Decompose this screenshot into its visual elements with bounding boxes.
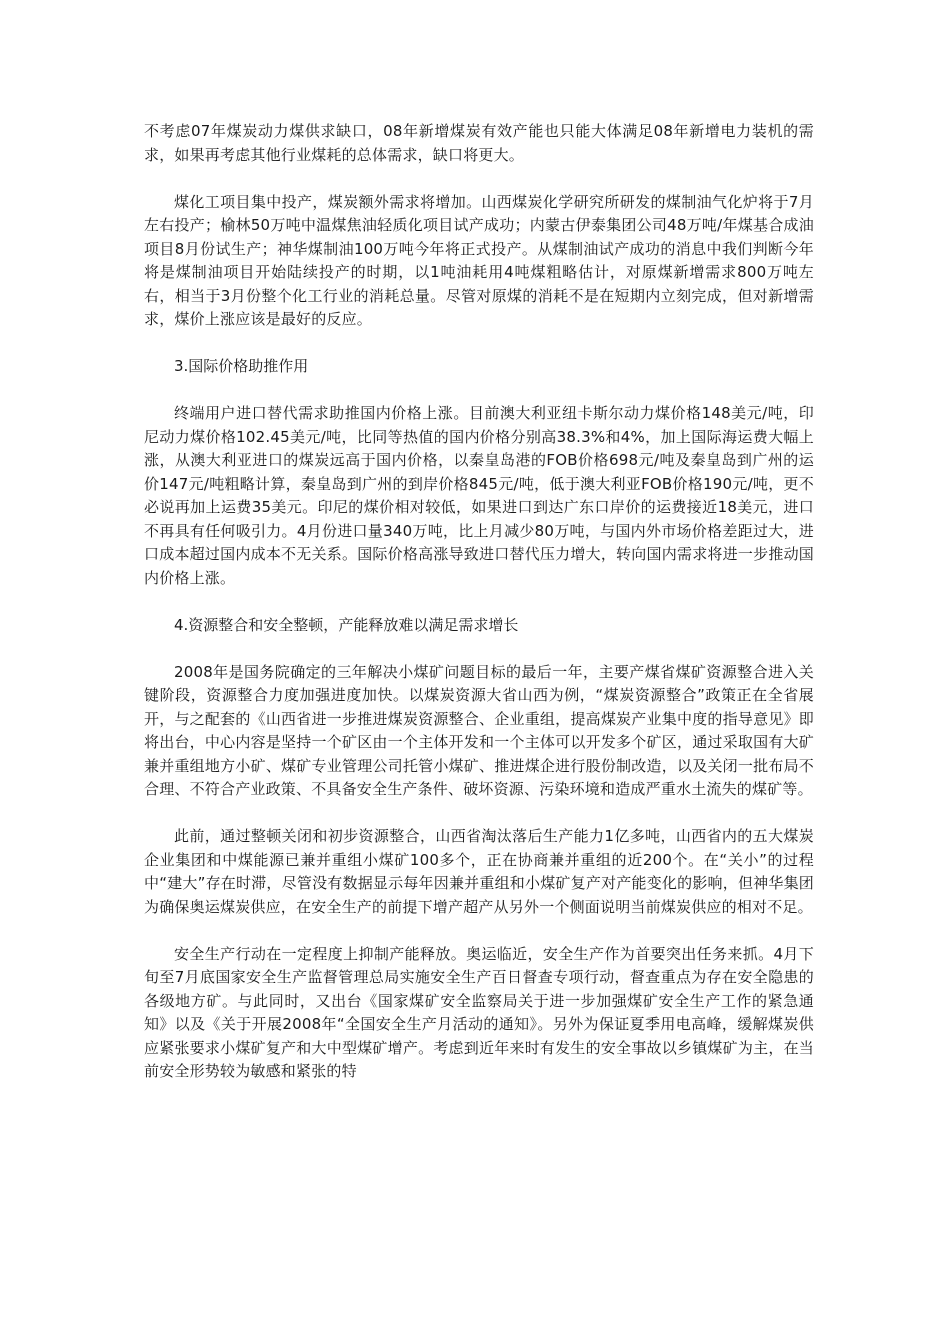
- paragraph-shanxi-consolidation: 此前，通过整顿关闭和初步资源整合，山西省淘汰落后生产能力1亿多吨，山西省内的五大煤炭企业集团和中煤能源已兼并重组小煤矿100多个，正在协商兼并重组的近200个。在“关小”的过程中“建大”存在时滞，尽管没有数据显示每年因兼并重组和小煤矿复产对产能变化的影响，但神华集团为确保奥运煤炭供应，在安全生产的前提下增产超产从另外一个侧面说明当前煤炭供应的相对不足。: [144, 827, 814, 916]
- paragraph-resource-integration: 2008年是国务院确定的三年解决小煤矿问题目标的最后一年，主要产煤省煤矿资源整合进入关键阶段，资源整合力度加强进度加快。以煤炭资源大省山西为例，“煤炭资源整合”政策正在全省展开，与之配套的《山西省进一步推进煤炭资源整合、企业重组，提高煤炭产业集中度的指导意见》即将出台，中心内容是坚持一个矿区由一个主体开发和一个主体可以开发多个矿区，通过采取国有大矿兼并重组地方小矿、煤矿专业管理公司托管小煤矿、推进煤企进行股份制改造，以及关闭一批布局不合理、不符合产业政策、不具备安全生产条件、破坏资源、污染环境和造成严重水土流失的煤矿等。: [144, 662, 814, 798]
- paragraph-coal-gap: 不考虑07年煤炭动力煤供求缺口，08年新增煤炭有效产能也只能大体满足08年新增电力装机的需求，如果再考虑其他行业煤耗的总体需求，缺口将更大。: [144, 122, 814, 164]
- paragraph-safety-campaign: 安全生产行动在一定程度上抑制产能释放。奥运临近，安全生产作为首要突出任务来抓。4月下旬至7月底国家安全生产监督管理总局实施安全生产百日督查专项行动，督查重点为存在安全隐患的各级地方矿。与此同时，又出台《国家煤矿安全监察局关于进一步加强煤矿安全生产工作的紧急通知》以及《关于开展2008年“全国安全生产月活动的通知》。另外为保证夏季用电高峰，缓解煤炭供应紧张要求小煤矿复产和大中型煤矿增产。考虑到近年来时有发生的安全事故以乡镇煤矿为主，在当前安全形势较为敏感和紧张的特: [144, 944, 814, 1080]
- section-heading-4: 4.资源整合和安全整顿，产能释放难以满足需求增长: [174, 615, 519, 634]
- paragraph-coal-chemical: 煤化工项目集中投产，煤炭额外需求将增加。山西煤炭化学研究所研发的煤制油气化炉将于7月左右投产；榆林50万吨中温煤焦油轻质化项目试产成功；内蒙古伊泰集团公司48万吨/年煤基合成油项目8月份试生产；神华煤制油100万吨今年将正式投产。从煤制油试产成功的消息中我们判断今年将是煤制油项目开始陆续投产的时期，以1吨油耗用4吨煤粗略估计，对原煤新增需求800万吨左右，相当于3月份整个化工行业的消耗总量。尽管对原煤的消耗不是在短期内立刻完成，但对新增需求，煤价上涨应该是最好的反应。: [144, 192, 814, 328]
- section-heading-3: 3.国际价格助推作用: [174, 357, 309, 375]
- document-body: [144, 120, 814, 1107]
- paragraph-import-price: 终端用户进口替代需求助推国内价格上涨。目前澳大利亚纽卡斯尔动力煤价格148美元/吨，印尼动力煤价格102.45美元/吨，比同等热值的国内价格分别高38.3%和4%，加上国际海运费大幅上涨，从澳大利亚进口的煤炭远高于国内价格，以秦皇岛港的FOB价格698元/吨及秦皇岛到广州的运价147元/吨粗略计算，秦皇岛到广州的到岸价格845元/吨，低于澳大利亚FOB价格190元/吨，更不必说再加上运费35美元。印尼的煤价相对较低，如果进口到达广东口岸价的运费接近18美元，进口不再具有任何吸引力。4月份进口量340万吨，比上月减少80万吨，与国内外市场价格差距过大，进口成本超过国内成本不无关系。国际价格高涨导致进口替代压力增大，转向国内需求将进一步推动国内价格上涨。: [144, 404, 814, 587]
